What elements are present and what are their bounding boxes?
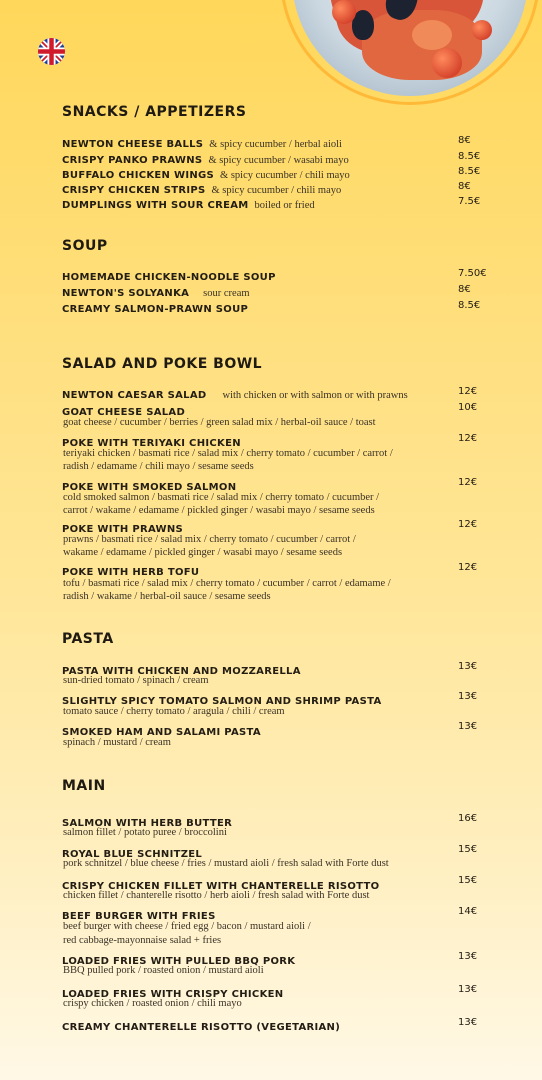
item-price: 7.5€ xyxy=(458,196,481,207)
item-description: teriyaki chicken / basmati rice / salad mix / cherry tomato / cucumber / carrot / xyxy=(63,448,393,459)
section-title-snacks: SNACKS / APPETIZERS xyxy=(62,104,247,120)
item-description: sun-dried tomato / spinach / cream xyxy=(63,675,209,686)
section-title-salad-poke: SALAD AND POKE BOWL xyxy=(62,356,263,372)
menu-item: LOADED FRIES WITH CRISPY CHICKEN xyxy=(62,989,284,1000)
menu-item: BUFFALO CHICKEN WINGS & spicy cucumber / chili mayo xyxy=(62,170,350,181)
item-price: 8€ xyxy=(458,284,471,295)
item-price: 13€ xyxy=(458,721,478,732)
menu-item: CRISPY CHICKEN FILLET WITH CHANTERELLE RISOTTO xyxy=(62,881,380,892)
item-description: BBQ pulled pork / roasted onion / mustard aioli xyxy=(63,965,264,976)
menu-item: NEWTON'S SOLYANKA sour cream xyxy=(62,288,250,299)
menu-item: POKE WITH PRAWNS xyxy=(62,524,184,535)
menu-item: PASTA WITH CHICKEN AND MOZZARELLA xyxy=(62,666,301,677)
item-description: prawns / basmati rice / salad mix / cherry tomato / cucumber / carrot / xyxy=(63,534,356,545)
item-price: 7.50€ xyxy=(458,268,487,279)
menu-item: CREAMY CHANTERELLE RISOTTO (VEGETARIAN) xyxy=(62,1022,341,1033)
item-description: red cabbage-mayonnaise salad + fries xyxy=(63,935,222,946)
item-description: radish / wakame / herbal-oil sauce / sesame seeds xyxy=(63,591,271,602)
item-price: 13€ xyxy=(458,984,478,995)
item-description: salmon fillet / potato puree / broccolini xyxy=(63,827,227,838)
item-price: 12€ xyxy=(458,519,478,530)
item-price: 10€ xyxy=(458,402,478,413)
section-title-main: MAIN xyxy=(62,778,106,794)
menu-item: POKE WITH SMOKED SALMON xyxy=(62,482,237,493)
item-price: 12€ xyxy=(458,386,478,397)
item-description: pork schnitzel / blue cheese / fries / mustard aioli / fresh salad with Forte dust xyxy=(63,858,389,869)
section-title-pasta: PASTA xyxy=(62,631,114,647)
item-price: 8€ xyxy=(458,135,471,146)
menu-item: CRISPY CHICKEN STRIPS & spicy cucumber / chili mayo xyxy=(62,185,342,196)
menu-item: SALMON WITH HERB BUTTER xyxy=(62,818,233,829)
item-price: 8.5€ xyxy=(458,151,481,162)
item-price: 12€ xyxy=(458,562,478,573)
menu-item: SMOKED HAM AND SALAMI PASTA xyxy=(62,727,261,738)
menu-item: BEEF BURGER WITH FRIES xyxy=(62,911,216,922)
menu-item: POKE WITH HERB TOFU xyxy=(62,567,200,578)
item-price: 15€ xyxy=(458,875,478,886)
item-price: 13€ xyxy=(458,691,478,702)
pasta-dish-image xyxy=(292,0,528,96)
menu-item: ROYAL BLUE SCHNITZEL xyxy=(62,849,203,860)
menu-item: POKE WITH TERIYAKI CHICKEN xyxy=(62,438,241,449)
item-description: crispy chicken / roasted onion / chili mayo xyxy=(63,998,242,1009)
menu-item: CREAMY SALMON-PRAWN SOUP xyxy=(62,304,249,315)
item-description: goat cheese / cucumber / berries / green salad mix / herbal-oil sauce / toast xyxy=(63,417,376,428)
item-description: tofu / basmati rice / salad mix / cherry tomato / cucumber / carrot / edamame / xyxy=(63,578,391,589)
item-description: chicken fillet / chanterelle risotto / herb aioli / fresh salad with Forte dust xyxy=(63,890,370,901)
item-price: 8€ xyxy=(458,181,471,192)
item-price: 12€ xyxy=(458,433,478,444)
section-title-soup: SOUP xyxy=(62,238,108,254)
item-price: 15€ xyxy=(458,844,478,855)
item-description: cold smoked salmon / basmati rice / salad mix / cherry tomato / cucumber / xyxy=(63,492,380,503)
item-price: 13€ xyxy=(458,661,478,672)
item-description: tomato sauce / cherry tomato / aragula / chili / cream xyxy=(63,706,285,717)
item-price: 8.5€ xyxy=(458,166,481,177)
menu-item: LOADED FRIES WITH PULLED BBQ PORK xyxy=(62,956,296,967)
menu-item: SLIGHTLY SPICY TOMATO SALMON AND SHRIMP PASTA xyxy=(62,696,382,707)
item-price: 13€ xyxy=(458,1017,478,1028)
item-description: carrot / wakame / edamame / pickled ginger / wasabi mayo / sesame seeds xyxy=(63,505,375,516)
item-price: 12€ xyxy=(458,477,478,488)
language-flag-uk-icon[interactable] xyxy=(38,38,65,65)
item-description: radish / edamame / chili mayo / sesame seeds xyxy=(63,461,254,472)
item-price: 16€ xyxy=(458,813,478,824)
item-description: spinach / mustard / cream xyxy=(63,737,171,748)
item-description: wakame / edamame / pickled ginger / wasabi mayo / sesame seeds xyxy=(63,547,343,558)
menu-item: GOAT CHEESE SALAD xyxy=(62,407,186,418)
menu-item: HOMEMADE CHICKEN-NOODLE SOUP xyxy=(62,272,276,283)
menu-item: DUMPLINGS WITH SOUR CREAM boiled or fried xyxy=(62,200,315,211)
menu-item: NEWTON CHEESE BALLS & spicy cucumber / herbal aioli xyxy=(62,139,342,150)
menu-item: CRISPY PANKO PRAWNS & spicy cucumber / wasabi mayo xyxy=(62,155,349,166)
menu-item: NEWTON CAESAR SALAD with chicken or with salmon or with prawns xyxy=(62,390,408,401)
item-description: beef burger with cheese / fried egg / bacon / mustard aioli / xyxy=(63,921,311,932)
item-price: 8.5€ xyxy=(458,300,481,311)
item-price: 14€ xyxy=(458,906,478,917)
item-price: 13€ xyxy=(458,951,478,962)
